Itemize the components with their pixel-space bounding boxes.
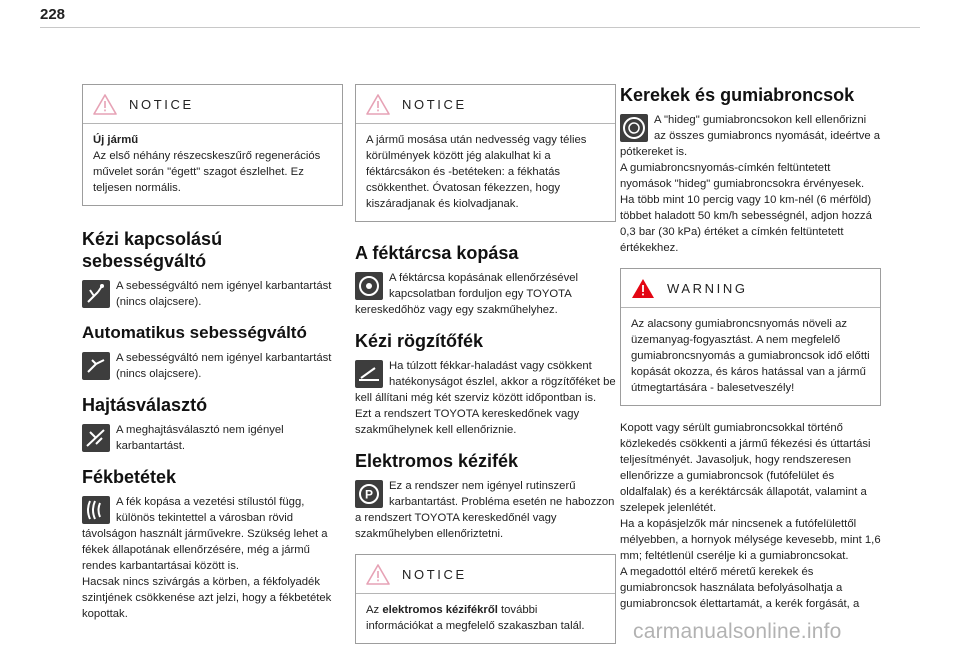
gearbox-manual-icon <box>82 280 110 308</box>
gearbox-automatic-icon <box>82 352 110 380</box>
section-text: A sebességváltó nem igényel karbantartást (nincs olajcsere). <box>116 352 332 380</box>
warning-triangle-icon <box>631 278 655 299</box>
warning-triangle-icon <box>366 94 390 115</box>
column-1 <box>82 84 343 634</box>
notice-title: NOTICE <box>129 96 194 112</box>
tyre-icon <box>620 114 648 142</box>
section-text: A féktárcsa kopásának ellenőrzésével kapcsolatban forduljon egy TOYOTA kereskedőhöz vagy egy szakműhelyhez. <box>355 272 579 316</box>
section-title: Hajtásválasztó <box>82 395 208 415</box>
warning-box <box>620 268 881 406</box>
page-number: 228 <box>40 6 66 23</box>
notice-text: A jármű mosása után nedvesség vagy télies körülmények között jég alakulhat ki a féktárcsákon és -betéteken: a fékhatás csökkenthet. Óvatosan fékezzen, hogy kiszáradjanak és kiolvadjanak. <box>366 134 587 210</box>
section-text-2: Hacsak nincs szivárgás a körben, a fékfolyadék szintjének csökkenése azt jelzi, hogy a fékbetétek kopottak. <box>82 576 332 620</box>
section-automatic-gearbox <box>82 322 343 382</box>
section-title: Fékbetétek <box>82 467 177 487</box>
brake-pads-icon <box>82 496 110 524</box>
warning-triangle-icon <box>366 564 390 585</box>
warning-text: Az alacsony gumiabroncsnyomás növeli az üzemanyag-fogyasztást. A nem megfelelő gumiabroncsnyomás a gumiabroncsok idő előtti kopását okozza, és káros hatással van a jármű útmegtartására - balesetveszély! <box>631 318 870 394</box>
section-title: Automatikus sebességváltó <box>82 323 307 342</box>
notice-header <box>356 555 615 594</box>
section-brake-pads <box>82 466 343 622</box>
section-title: Kerekek és gumiabroncsok <box>620 85 855 105</box>
section-title: Kézi rögzítőfék <box>355 331 484 351</box>
tyre-text-2: A gumiabroncsnyomás-címkén feltüntetett nyomások "hideg" gumiabroncsokra érvényesek. Ha több mint 10 percig vagy 10 km-nél (6 mérföld) többet haladott 50 km/h sebességnél, adjon hozzá 0,3 bar (30 kPa) értéket a címkén feltüntetett értékekhez. <box>620 162 872 254</box>
section-title: A féktárcsa kopása <box>355 243 519 263</box>
column-3 <box>620 84 881 612</box>
notice-text-bold: elektromos kézifékről <box>382 604 498 616</box>
notice-header <box>83 85 342 124</box>
notice-text-prefix: Az <box>366 604 383 616</box>
section-brake-disc <box>355 242 616 318</box>
section-text: Ez a rendszer nem igényel rutinszerű karbantartást. Probléma esetén ne habozzon a rendszert TOYOTA kereskedőnél vagy szakműhelyben ellenőriztetni. <box>355 480 615 540</box>
section-handbrake <box>355 330 616 438</box>
watermark: carmanualsonline.info <box>633 620 842 643</box>
tyre-text-1: A "hideg" gumiabroncsokon kell ellenőrizni az összes gumiabroncs nyomását, ideértve a pótkereket is. <box>620 114 881 158</box>
brake-disc-icon <box>355 272 383 300</box>
notice-header <box>356 85 615 124</box>
notice-title: NOTICE <box>402 566 467 582</box>
notice-text-suffix: további információkat a megfelelő szakaszban talál. <box>366 604 585 632</box>
tyre-text-4: Ha a kopásjelzők már nincsenek a futófelülettől mélyebben, a hornyok mélysége kevesebb, mint 1,6 mm; feltétlenül cserélje ki a gumiabroncsokat. <box>620 518 881 562</box>
section-manual-gearbox <box>82 228 343 310</box>
notice-title: NOTICE <box>402 96 467 112</box>
notice-heading: Új jármű <box>93 134 139 146</box>
notice-text: Az első néhány részecskeszűrő regenerációs művelet során "égett" szagot észlelhet. Ez teljesen normális. <box>93 150 321 194</box>
header-divider <box>40 27 920 28</box>
section-text-2: Ezt a rendszert TOYOTA kereskedőnek vagy szakműhelynek kell ellenőriznie. <box>355 408 580 436</box>
tyre-text-3: Kopott vagy sérült gumiabroncsokkal történő közlekedés csökkenti a jármű fékezési és úttartási teljesítményét. Javasoljuk, hogy rendszeresen ellenőrizze a gumiabroncsok (futófelület és oldalfalak) és a keréktárcsák állapotát, valamint a szelepek jelenlétét. <box>620 422 871 514</box>
drive-selector-icon <box>82 424 110 452</box>
svg-text:P: P <box>364 487 374 502</box>
tyre-text-5: A megadottól eltérő méretű kerekek és gumiabroncsok használata befolyásolhatja a gumiabroncsok élettartamát, a kerék forgását, a <box>620 566 860 610</box>
warning-header <box>621 269 880 308</box>
section-tyres <box>620 84 881 256</box>
section-text: Ha túlzott fékkar-haladást vagy csökkent hatékonyságot észlel, akkor a rögzítőféket be kell állítani még két szerviz között időpontban is. <box>355 360 616 404</box>
column-2 <box>355 84 616 658</box>
handbrake-icon <box>355 360 383 388</box>
section-text: A meghajtásválasztó nem igényel karbantartást. <box>116 424 284 452</box>
section-drive-selector <box>82 394 343 454</box>
warning-triangle-icon <box>93 94 117 115</box>
warning-title: WARNING <box>667 280 748 296</box>
notice-box-2 <box>355 554 616 644</box>
electric-parking-brake-icon <box>355 480 383 508</box>
section-text: A sebességváltó nem igényel karbantartást (nincs olajcsere). <box>116 280 332 308</box>
section-electric-parking-brake <box>355 450 616 542</box>
section-title: Kézi kapcsolású sebességváltó <box>82 229 223 271</box>
notice-box <box>82 84 343 206</box>
section-title: Elektromos kézifék <box>355 451 519 471</box>
notice-box <box>355 84 616 222</box>
section-text: A fék kopása a vezetési stílustól függ, különös tekintettel a városban rövid távolságon használt járművekre. Szükség lehet a fékek állapotának ellenőrzésére, még a jármű rendes karbantartásai között is. <box>82 496 328 572</box>
